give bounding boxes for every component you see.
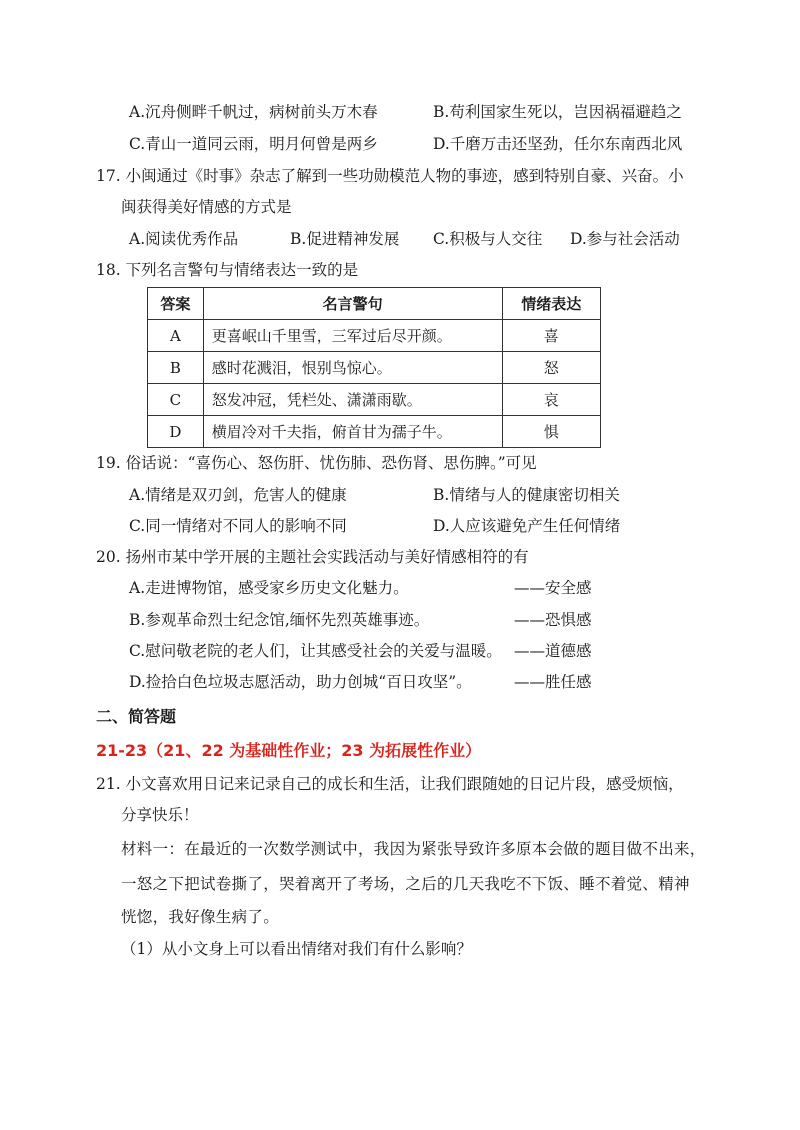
q21-material-line3: 恍惚，我好像生病了。 xyxy=(121,908,280,926)
q19-option-b: B.情绪与人的健康密切相关 xyxy=(433,486,620,504)
table-row xyxy=(148,416,601,448)
table-header-emotion: 情绪表达 xyxy=(502,288,600,320)
q17-stem-line2: 闽获得美好情感的方式是 xyxy=(121,198,292,216)
table-cell-answer: C xyxy=(148,384,204,416)
q20-option-b-emotion: ——恐惧感 xyxy=(514,611,592,629)
q17-option-c: C.积极与人交往 xyxy=(433,230,543,248)
table-cell-emotion: 惧 xyxy=(502,416,600,448)
q20-option-a: A.走进博物馆，感受家乡历史文化魅力。 xyxy=(129,579,409,597)
q20-option-c: C.慰问敬老院的老人们，让其感受社会的关爱与温暖。 xyxy=(129,642,502,660)
table-cell-emotion: 怒 xyxy=(502,352,600,384)
q20-option-c-emotion: ——道德感 xyxy=(514,642,592,660)
q17-option-d: D.参与社会活动 xyxy=(570,230,680,248)
q20-option-b: B.参观革命烈士纪念馆,缅怀先烈英雄事迹。 xyxy=(129,611,430,629)
table-cell-emotion: 喜 xyxy=(502,320,600,352)
q17-option-a: A.阅读优秀作品 xyxy=(129,230,239,248)
q19-stem: 19. 俗话说：“喜伤心、怒伤肝、忧伤肺、恐伤肾、思伤脾。”可见 xyxy=(96,454,537,472)
q21-stem-line2: 分享快乐！ xyxy=(121,806,199,824)
table-cell-answer: B xyxy=(148,352,204,384)
q20-option-d-emotion: ——胜任感 xyxy=(514,673,592,691)
q16-option-d: D.千磨万击还坚劲，任尔东南西北风 xyxy=(433,135,683,153)
table-header-answer: 答案 xyxy=(148,288,204,320)
q21-stem-line1: 21. 小文喜欢用日记来记录自己的成长和生活，让我们跟随她的日记片段，感受烦恼， xyxy=(96,775,684,793)
table-cell-quote: 更喜岷山千里雪，三军过后尽开颜。 xyxy=(203,320,502,352)
section-note: 21-23（21、22 为基础性作业；23 为拓展性作业） xyxy=(96,741,482,760)
q17-stem-line1: 17. 小闽通过《时事》杂志了解到一些功勋模范人物的事迹，感到特别自豪、兴奋。小 xyxy=(96,167,684,185)
q16-option-c: C.青山一道同云雨，明月何曾是两乡 xyxy=(129,135,378,153)
q18-stem: 18. 下列名言警句与情绪表达一致的是 xyxy=(96,261,359,279)
q19-option-a: A.情绪是双刃剑，危害人的健康 xyxy=(129,486,347,504)
q20-option-d: D.捡拾白色垃圾志愿活动，助力创城“百日攻坚”。 xyxy=(129,673,472,691)
table-cell-quote: 横眉冷对千夫指，俯首甘为孺子牛。 xyxy=(203,416,502,448)
table-header-quote: 名言警句 xyxy=(203,288,502,320)
section-title: 二、简答题 xyxy=(96,707,177,726)
q21-subquestion-1: （1）从小文身上可以看出情绪对我们有什么影响？ xyxy=(121,940,472,958)
q21-material-line2: 一怒之下把试卷撕了，哭着离开了考场，之后的几天我吃不下饭、睡不着觉、精神 xyxy=(121,875,690,893)
table-cell-quote: 感时花溅泪，恨别鸟惊心。 xyxy=(203,352,502,384)
table-row xyxy=(148,320,601,352)
table-cell-emotion: 哀 xyxy=(502,384,600,416)
q20-stem: 20. 扬州市某中学开展的主题社会实践活动与美好情感相符的有 xyxy=(96,548,529,566)
q21-material-line1: 材料一：在最近的一次数学测试中，我因为紧张导致许多原本会做的题目做不出来， xyxy=(121,840,706,858)
q19-option-c: C.同一情绪对不同人的影响不同 xyxy=(129,517,347,535)
table-header-row xyxy=(148,288,601,320)
table-cell-answer: D xyxy=(148,416,204,448)
q16-option-b: B.苟利国家生死以，岂因祸福避趋之 xyxy=(433,103,682,121)
q20-option-a-emotion: ——安全感 xyxy=(514,579,592,597)
table-row xyxy=(148,384,601,416)
q19-option-d: D.人应该避免产生任何情绪 xyxy=(433,517,621,535)
table-row xyxy=(148,352,601,384)
table-cell-answer: A xyxy=(148,320,204,352)
q18-table xyxy=(147,287,601,448)
table-cell-quote: 怒发冲冠，凭栏处、潇潇雨歇。 xyxy=(203,384,502,416)
q16-option-a: A.沉舟侧畔千帆过，病树前头万木春 xyxy=(129,103,378,121)
q17-option-b: B.促进精神发展 xyxy=(290,230,400,248)
